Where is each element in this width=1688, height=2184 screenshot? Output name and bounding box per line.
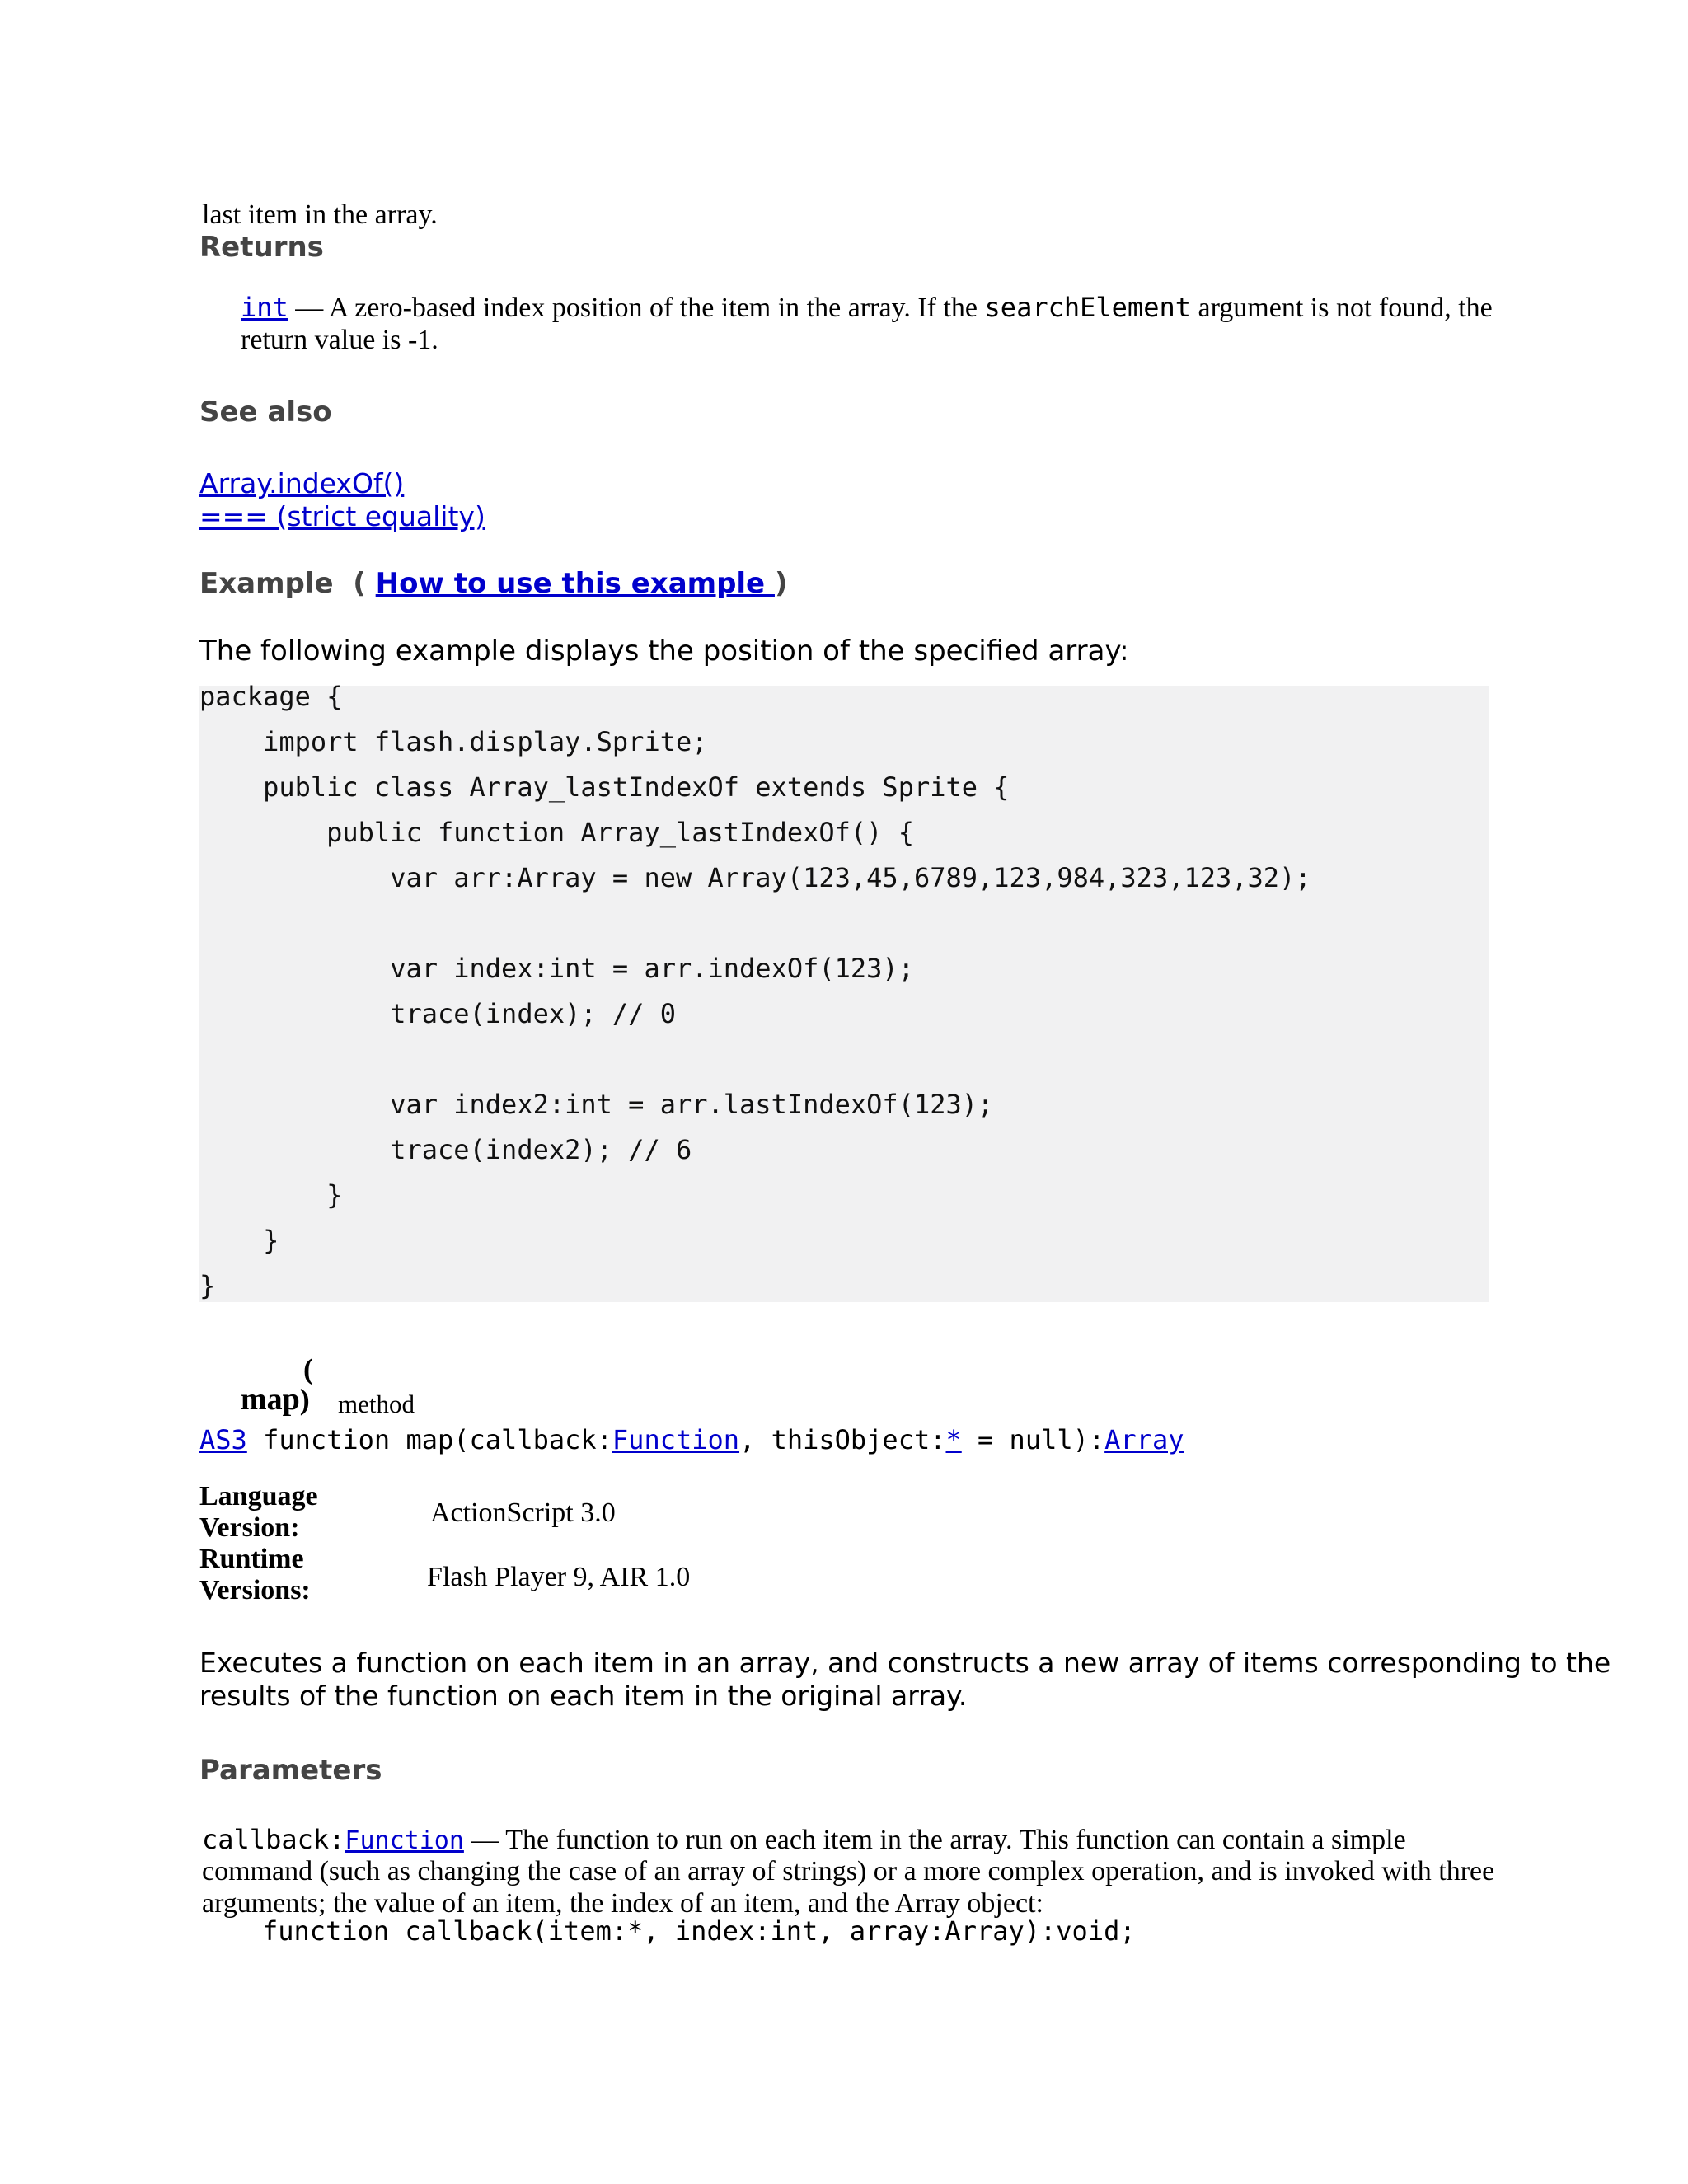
language-label-line2: Version: bbox=[199, 1512, 300, 1543]
runtime-versions-label bbox=[199, 1544, 311, 1606]
returns-description bbox=[241, 292, 1493, 324]
code-line: trace(index2); // 6 bbox=[199, 1134, 692, 1165]
language-version-value: ActionScript 3.0 bbox=[430, 1497, 616, 1528]
how-to-use-example-link[interactable]: How to use this example bbox=[375, 567, 775, 600]
callback-param-desc: — The function to run on each item in the array. This function can contain a simple bbox=[463, 1825, 1406, 1855]
method-paren-open: ( bbox=[303, 1352, 313, 1385]
parameters-heading: Parameters bbox=[199, 1754, 382, 1787]
returns-heading: Returns bbox=[199, 231, 324, 264]
method-signature bbox=[199, 1424, 1184, 1455]
code-line: var arr:Array = new Array(123,45,6789,123,984,323,123,32); bbox=[199, 862, 1311, 893]
see-also-heading: See also bbox=[199, 396, 332, 429]
runtime-versions-value: Flash Player 9, AIR 1.0 bbox=[427, 1562, 691, 1592]
signature-part3: = null): bbox=[961, 1424, 1105, 1455]
function-type-link[interactable]: Function bbox=[612, 1424, 740, 1455]
method-kind: method bbox=[338, 1390, 415, 1418]
int-type-link[interactable]: int bbox=[241, 292, 288, 323]
callback-param-name: callback bbox=[202, 1824, 330, 1855]
returns-text: — A zero-based index position of the item in the array. If the bbox=[288, 293, 985, 323]
example-heading bbox=[199, 567, 788, 600]
callback-param-colon: : bbox=[329, 1824, 345, 1855]
code-line: var index:int = arr.indexOf(123); bbox=[199, 953, 914, 984]
method-paren-close: ) bbox=[299, 1383, 310, 1416]
example-description: The following example displays the position of the specified array: bbox=[199, 635, 1129, 668]
see-also-link-strict-equality[interactable]: === (strict equality) bbox=[199, 500, 485, 532]
code-line: public class Array_lastIndexOf extends Sprite { bbox=[199, 771, 1010, 803]
see-also-link-indexof[interactable]: Array.indexOf() bbox=[199, 467, 405, 499]
method-name-text: map bbox=[241, 1382, 300, 1417]
array-return-link[interactable]: Array bbox=[1104, 1424, 1184, 1455]
continued-text: last item in the array. bbox=[202, 199, 438, 230]
example-label: Example bbox=[199, 567, 334, 600]
code-line: } bbox=[199, 1179, 343, 1211]
example-close-paren: ) bbox=[774, 567, 788, 600]
code-line: public function Array_lastIndexOf() { bbox=[199, 817, 914, 848]
code-line: var index2:int = arr.lastIndexOf(123); bbox=[199, 1089, 994, 1120]
example-open-paren: ( bbox=[353, 567, 366, 600]
returns-text-end: argument is not found, the bbox=[1190, 293, 1493, 323]
map-description-line2: results of the function on each item in the original array. bbox=[199, 1680, 968, 1712]
map-description-line1: Executes a function on each item in an array, and constructs a new array of items corresponding to the bbox=[199, 1647, 1611, 1679]
code-line: } bbox=[199, 1270, 216, 1301]
code-line: trace(index); // 0 bbox=[199, 998, 676, 1029]
runtime-label-line2: Versions: bbox=[199, 1575, 311, 1605]
code-line: import flash.display.Sprite; bbox=[199, 726, 708, 757]
signature-part1: function map(callback: bbox=[246, 1424, 612, 1455]
code-line: package { bbox=[199, 681, 343, 712]
callback-function-type-link[interactable]: Function bbox=[345, 1826, 464, 1855]
language-label-line1: Language bbox=[199, 1481, 318, 1511]
code-line: } bbox=[199, 1225, 279, 1256]
method-name bbox=[241, 1381, 310, 1418]
callback-param-line1 bbox=[202, 1824, 1406, 1856]
language-version-label bbox=[199, 1481, 318, 1544]
callback-signature-code: function callback(item:*, index:int, array:Array):void; bbox=[262, 1915, 1136, 1947]
returns-description-line2: return value is -1. bbox=[241, 325, 438, 355]
any-type-link[interactable]: * bbox=[945, 1424, 962, 1455]
signature-part2: , thisObject: bbox=[739, 1424, 946, 1455]
search-element-code: searchElement bbox=[984, 292, 1191, 323]
callback-param-line3: arguments; the value of an item, the index of an item, and the Array object: bbox=[202, 1888, 1043, 1919]
callback-param-line2: command (such as changing the case of an array of strings) or a more complex operation, and is invoked with three bbox=[202, 1856, 1495, 1886]
runtime-label-line1: Runtime bbox=[199, 1544, 304, 1574]
as3-link[interactable]: AS3 bbox=[199, 1424, 247, 1455]
